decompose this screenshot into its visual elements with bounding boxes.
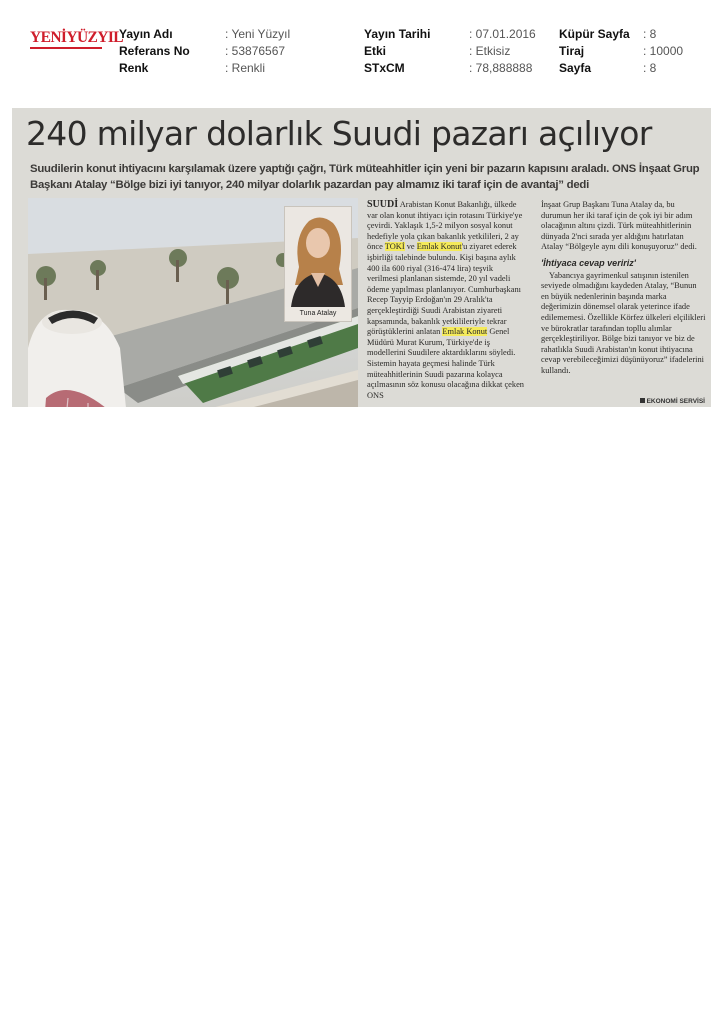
meta-value-renk: : Renkli <box>225 61 266 75</box>
meta-label-etki: Etki <box>364 44 387 58</box>
meta-label-referans-no: Referans No <box>119 44 190 58</box>
meta-labels-col1 <box>119 26 190 77</box>
meta-value-referans-no: : 53876567 <box>225 44 286 58</box>
meta-label-yayin-tarihi: Yayın Tarihi <box>364 27 431 41</box>
highlight-toki: TOKİ <box>384 242 405 252</box>
meta-value-sayfa: : 8 <box>643 61 657 75</box>
meta-value-yayin-tarihi: : 07.01.2016 <box>469 27 536 41</box>
logo-underline <box>30 47 102 49</box>
meta-values-col2 <box>469 26 536 77</box>
meta-label-yayin-adi: Yayın Adı <box>119 27 173 41</box>
meta-value-tiraj: : 10000 <box>643 44 684 58</box>
column-2-paragraph-1: İnşaat Grup Başkanı Tuna Atalay da, bu durumun her iki taraf için de çok iyi bir adım olacağının altını çizdi. Türk müteahhitlerinin dünyada 2'nci sırada yer aldığını hatırlatan Atalay “Bölgeyle aynı dili konuşuyoruz” dedi. <box>541 200 697 252</box>
article-column-2 <box>541 200 706 377</box>
meta-value-kupur-sayfa: : 8 <box>643 27 657 41</box>
portrait-photo <box>284 206 352 322</box>
dropcap: SUUDİ <box>367 199 399 210</box>
portrait-caption: Tuna Atalay <box>299 310 337 317</box>
meta-value-yayin-adi: : Yeni Yüzyıl <box>225 27 291 41</box>
meta-label-tiraj: Tiraj <box>559 44 585 58</box>
service-signature <box>640 398 705 405</box>
meta-label-stxcm: STxCM <box>364 61 405 75</box>
article-headline: 240 milyar dolarlık Suudi pazarı açılıyor <box>26 114 652 153</box>
newspaper-logo <box>30 28 124 50</box>
meta-values-col1 <box>225 26 290 77</box>
col1-part-1: Arabistan Konut Bakanlığı, ülkede var olan konut ihtiyacı için rotasını Türkiye'ye çevirdi. Yaklaşık 1,5-2 milyon sosyal konut hedefiyle yola çıkan bakanlık yetkilileri, 2 ay önce <box>367 200 523 252</box>
newspaper-clipping <box>12 108 711 407</box>
highlight-emlak-konut-2: Emlak Konut <box>442 327 488 337</box>
column-1-text <box>367 200 525 401</box>
column-2-intertitle: 'İhtiyaca cevap veririz' <box>541 257 636 268</box>
meta-label-renk: Renk <box>119 61 149 75</box>
meta-value-stxcm: : 78,888888 <box>469 61 533 75</box>
meta-values-col3 <box>643 26 683 77</box>
highlight-emlak-konut-1: Emlak Konut <box>416 242 462 252</box>
col1-part-2: ve <box>404 242 417 252</box>
meta-labels-col2 <box>364 26 430 77</box>
meta-value-etki: : Etkisiz <box>469 44 511 58</box>
col1-part-4: Genel Müdürü Murat Kurum, Türkiye'de iş modellerini Suudilere aktardıklarını söyledi. Sistemin hayata geçmesi halinde Türk müteahhitlerinin Suudi pazarına kolayca açılmasının söz konusu olacağına dikkat çeken ONS <box>367 327 524 400</box>
logo-text: YENİYÜZYIL <box>30 29 124 46</box>
column-2-paragraph-2: Yabancıya gayrimenkul satışının istenilen seviyede olmadığını kaydeden Atalay, “Bunun en büyük nedenlerinin başında marka değerimizin dönemsel olarak yeterince ifade edilememesi. Özellikle Körfez ülkeleri elçilikleri ve bürokratlar tarafından topllu alımlar gerçekleştiriliyor. Bölge bizi tanıyor ve biz de rahatlıkla Suudi Arabistan'ın konut ihtiyacına cevap verebileceğimizi düşünüyoruz” ifadelerini kullandı. <box>541 270 706 375</box>
square-bullet-icon <box>640 398 645 403</box>
meta-label-kupur-sayfa: Küpür Sayfa <box>559 27 630 41</box>
meta-labels-col3 <box>559 26 630 77</box>
article-column-1 <box>367 200 525 401</box>
portrait-illustration <box>285 207 351 307</box>
meta-label-sayfa: Sayfa <box>559 61 592 75</box>
article-subheadline: Suudilerin konut ihtiyacını karşılamak üzere yaptığı çağrı, Türk müteahhitler için yeni bir pazarın kapısını araladı. ONS İnşaat Grup Başkanı Atalay “Bölge bizi iyi tanıyor, 240 milyar dolarlık pazardan pay almamız iki taraf için de avantaj” dedi <box>30 163 700 191</box>
service-label: EKONOMİ SERVİSİ <box>646 398 705 405</box>
col1-part-3: 'u ziyaret ederek işbirliği talebinde bulundu. Kişi başına aylık 400 ila 600 riyal (316-474 lira) teşvik verilmesi planlanan sistemde, 20 yıl vadeli ödeme yapılması planlanıyor. Cumhurbaşkanı Recep Tayyip Erdoğan'ın 29 Aralık'ta gerçekleştirdiği Suudi Arabistan ziyareti kapsamında, bakanlık yetkilileriyle tekrar görüştüklerini anlatan <box>367 242 521 337</box>
